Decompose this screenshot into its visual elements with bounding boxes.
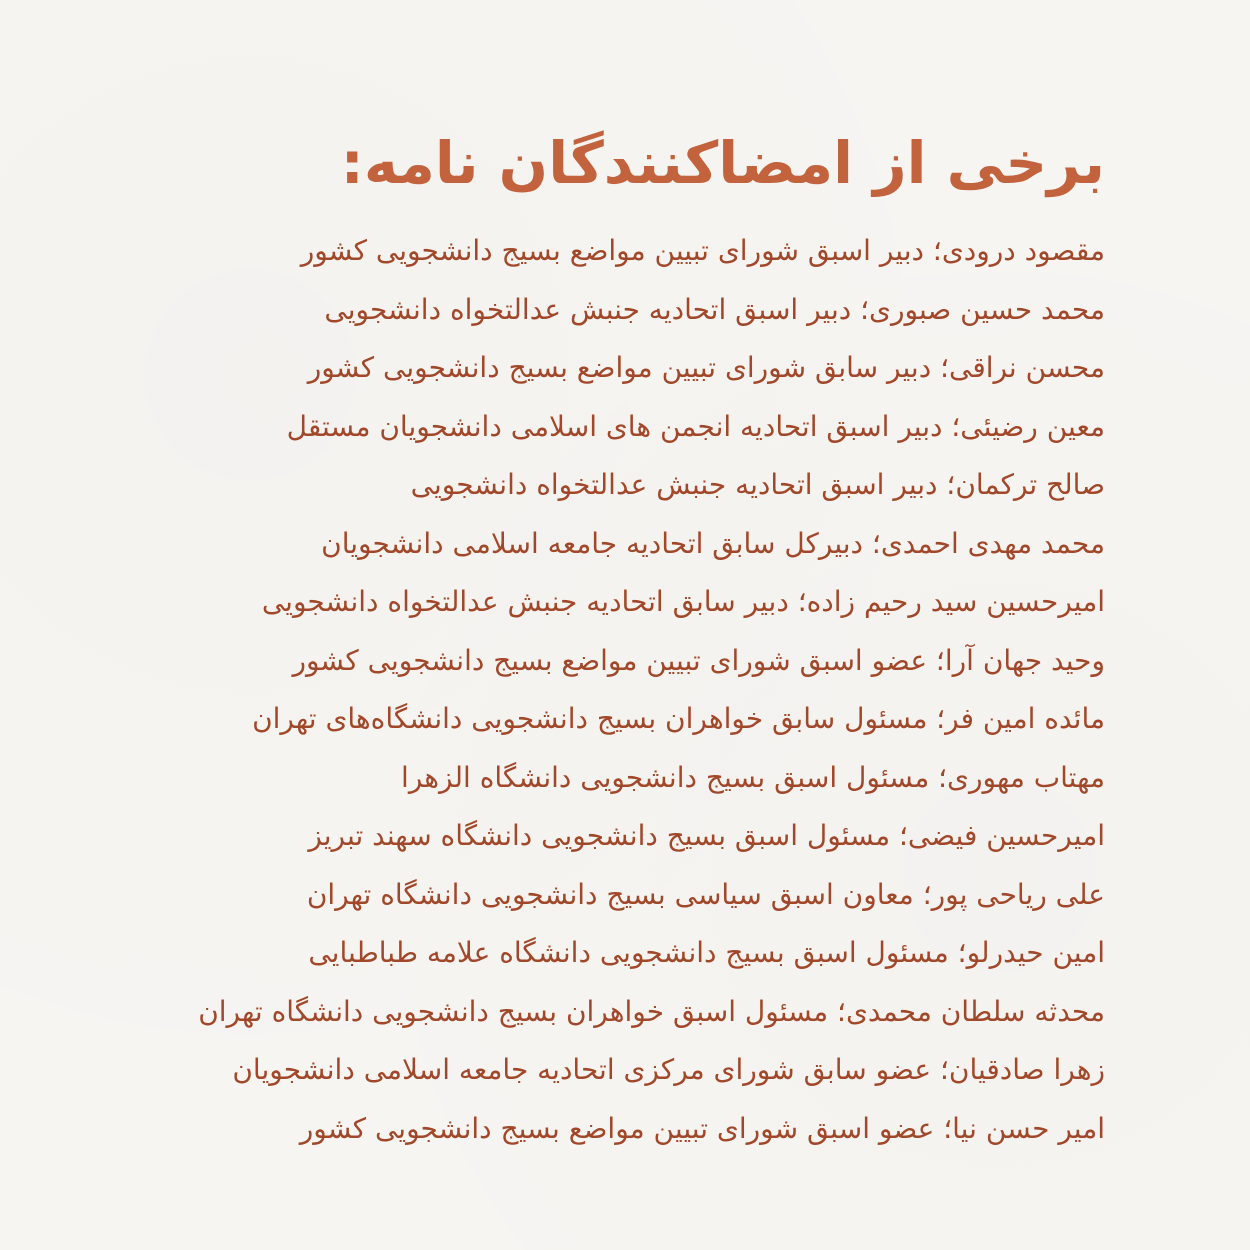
signer-13: امین حیدرلو؛ مسئول اسبق بسیج دانشجویی دانشگاه علامه طباطبایی [308,936,1105,969]
signer-5: صالح ترکمان؛ دبیر اسبق اتحادیه جنبش عدالتخواه دانشجویی [410,468,1105,501]
signer-1: مقصود درودی؛ دبیر اسبق شورای تبیین مواضع بسیج دانشجویی کشور [300,234,1105,267]
signer-14: محدثه سلطان محمدی؛ مسئول اسبق خواهران بسیج دانشجویی دانشگاه تهران [198,994,1105,1028]
signer-6: محمد مهدی احمدی؛ دبیرکل سابق اتحادیه جامعه اسلامی دانشجویان [321,526,1105,560]
signers-section [145,118,1105,1158]
signer-7: امیرحسین سید رحیم زاده؛ دبیر سابق اتحادیه جنبش عدالتخواه دانشجویی [261,585,1105,618]
page-title: برخی از امضاکنندگان نامه: [340,129,1105,197]
signer-16: امیر حسن نیا؛ عضو اسبق شورای تبیین مواضع بسیج دانشجویی کشور [299,1111,1105,1145]
signer-2: محمد حسین صبوری؛ دبیر اسبق اتحادیه جنبش عدالتخواه دانشجویی [324,292,1105,326]
signer-15: زهرا صادقیان؛ عضو سابق شورای مرکزی اتحادیه جامعه اسلامی دانشجویان [232,1053,1105,1086]
signer-8: وحید جهان آرا؛ عضو اسبق شورای تبیین مواضع بسیج دانشجویی کشور [292,643,1105,677]
signer-10: مهتاب مهوری؛ مسئول اسبق بسیج دانشجویی دانشگاه الزهرا [401,760,1105,794]
signer-11: امیرحسین فیضی؛ مسئول اسبق بسیج دانشجویی دانشگاه سهند تبریز [308,819,1105,852]
signer-4: معین رضیئی؛ دبیر اسبق اتحادیه انجمن های اسلامی دانشجویان مستقل [286,409,1105,443]
signer-3: محسن نراقی؛ دبیر سابق شورای تبیین مواضع بسیج دانشجویی کشور [307,351,1105,384]
signer-9: مائده امین فر؛ مسئول سابق خواهران بسیج دانشجویی دانشگاه‌های تهران [252,702,1105,735]
signer-12: علی ریاحی پور؛ معاون اسبق سیاسی بسیج دانشجویی دانشگاه تهران [306,877,1105,911]
signers-list [145,222,1105,1158]
